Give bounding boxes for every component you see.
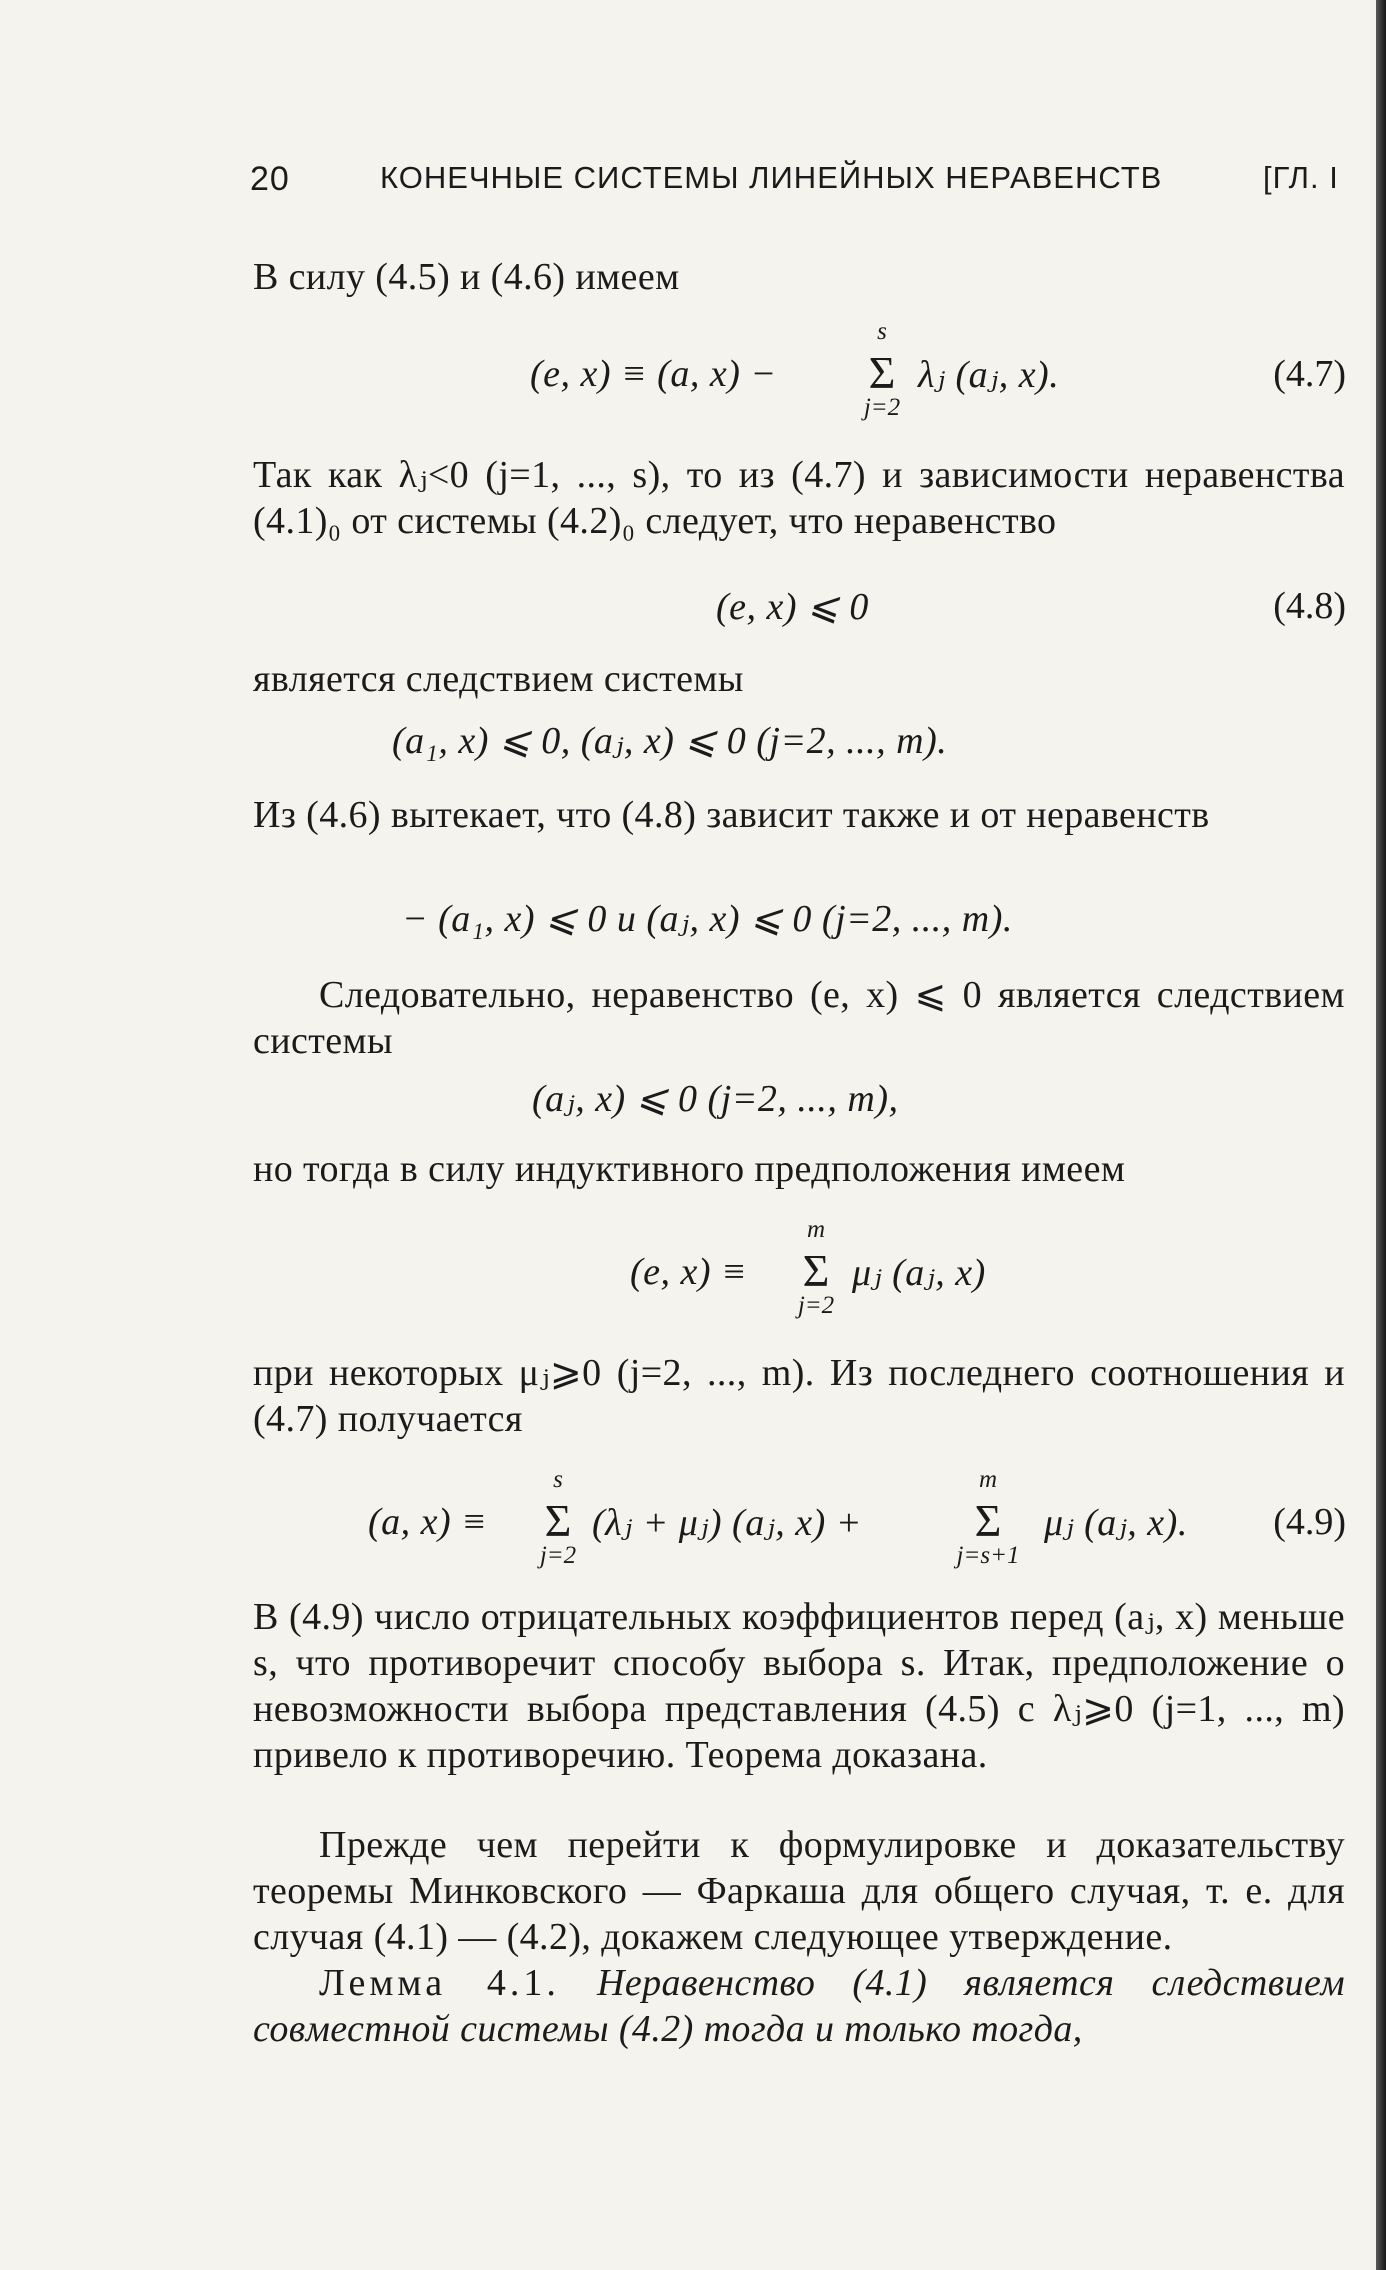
formula-4-8: (e, x) ⩽ 0	[716, 586, 869, 628]
formula-system-2: − (a₁, x) ⩽ 0 и (aⱼ, x) ⩽ 0 (j=2, ..., m).	[402, 898, 1013, 940]
formula-mu-lhs: (e, x) ≡	[630, 1251, 748, 1293]
paragraph: В силу (4.5) и (4.6) имеем	[253, 256, 680, 298]
lemma-statement: Неравенство (4.1) является следствием совместной системы (4.2) тогда и только тогда,	[253, 1962, 1345, 2050]
paragraph: В (4.9) число отрицательных коэффициентов перед (aⱼ, x) меньше s, что противоречит способу выбора s. Итак, предположение о невозможности выбора представления (4.5) с λⱼ⩾0 (j=1, ..., m) привело к противоречию. Теорема доказана.	[253, 1596, 1345, 1776]
sum-lower-limit: j=2	[797, 1292, 835, 1319]
sum-lower-limit: j=s+1	[956, 1542, 1020, 1569]
paragraph: Из (4.6) вытекает, что (4.8) зависит также и от неравенств	[253, 794, 1210, 836]
formula-4-7-lhs: (e, x) ≡ (a, x) −	[530, 353, 777, 395]
chapter-label: [ГЛ. I	[1263, 160, 1339, 195]
sum-symbol: Σ	[868, 347, 896, 398]
page-number: 20	[250, 160, 290, 198]
sum-symbol: Σ	[544, 1495, 572, 1546]
sum-upper-limit: m	[978, 1466, 998, 1493]
paragraph: Так как λⱼ<0 (j=1, ..., s), то из (4.7) и зависимости неравенства (4.1)₀ от системы (4.2)₀ следует, что неравенство	[253, 454, 1345, 542]
sum-upper-limit: m	[806, 1216, 826, 1243]
running-header	[250, 150, 1350, 200]
lemma-label: Лемма 4.1.	[319, 1962, 560, 2004]
paragraph: но тогда в силу индуктивного предположения имеем	[253, 1148, 1126, 1190]
paragraph: является следствием системы	[253, 658, 744, 700]
sum-operator	[528, 1466, 588, 1569]
paragraph: при некоторых μⱼ⩾0 (j=2, ..., m). Из последнего соотношения и (4.7) получается	[253, 1352, 1345, 1440]
sum-lower-limit: j=2	[863, 394, 901, 421]
formula-4-9-lhs: (a, x) ≡	[368, 1501, 488, 1543]
formula-4-9-rhs: μⱼ (aⱼ, x).	[1044, 1502, 1188, 1544]
equation-number: (4.7)	[1273, 353, 1346, 395]
equation-number: (4.9)	[1273, 1501, 1346, 1543]
running-title: КОНЕЧНЫЕ СИСТЕМЫ ЛИНЕЙНЫХ НЕРАВЕНСТВ	[380, 160, 1163, 195]
sum-upper-limit: s	[553, 1466, 563, 1493]
sum-operator	[786, 1216, 846, 1319]
paragraph: Прежде чем перейти к формулировке и доказательству теоремы Минковского — Фаркаша для общего случая, т. е. для случая (4.1) — (4.2), докажем следующее утверждение.	[253, 1824, 1345, 1958]
formula-system-1: (a₁, x) ⩽ 0, (aⱼ, x) ⩽ 0 (j=2, ..., m).	[392, 720, 948, 762]
sum-lower-limit: j=2	[539, 1542, 577, 1569]
paragraph: Следовательно, неравенство (e, x) ⩽ 0 является следствием системы	[253, 974, 1345, 1062]
sum-symbol: Σ	[802, 1245, 830, 1296]
formula-system-3: (aⱼ, x) ⩽ 0 (j=2, ..., m),	[532, 1078, 899, 1120]
lemma-paragraph	[253, 1960, 1345, 2052]
sum-operator	[852, 318, 912, 421]
sum-symbol: Σ	[974, 1495, 1002, 1546]
formula-mu-rhs: μⱼ (aⱼ, x)	[852, 1252, 986, 1294]
equation-number: (4.8)	[1273, 585, 1346, 627]
page-edge-shadow	[1376, 0, 1386, 2270]
sum-upper-limit: s	[877, 318, 887, 345]
sum-operator	[956, 1466, 1020, 1569]
formula-4-7-rhs: λⱼ (aⱼ, x).	[918, 354, 1060, 396]
formula-4-9-mid: (λⱼ + μⱼ) (aⱼ, x) +	[592, 1502, 862, 1544]
